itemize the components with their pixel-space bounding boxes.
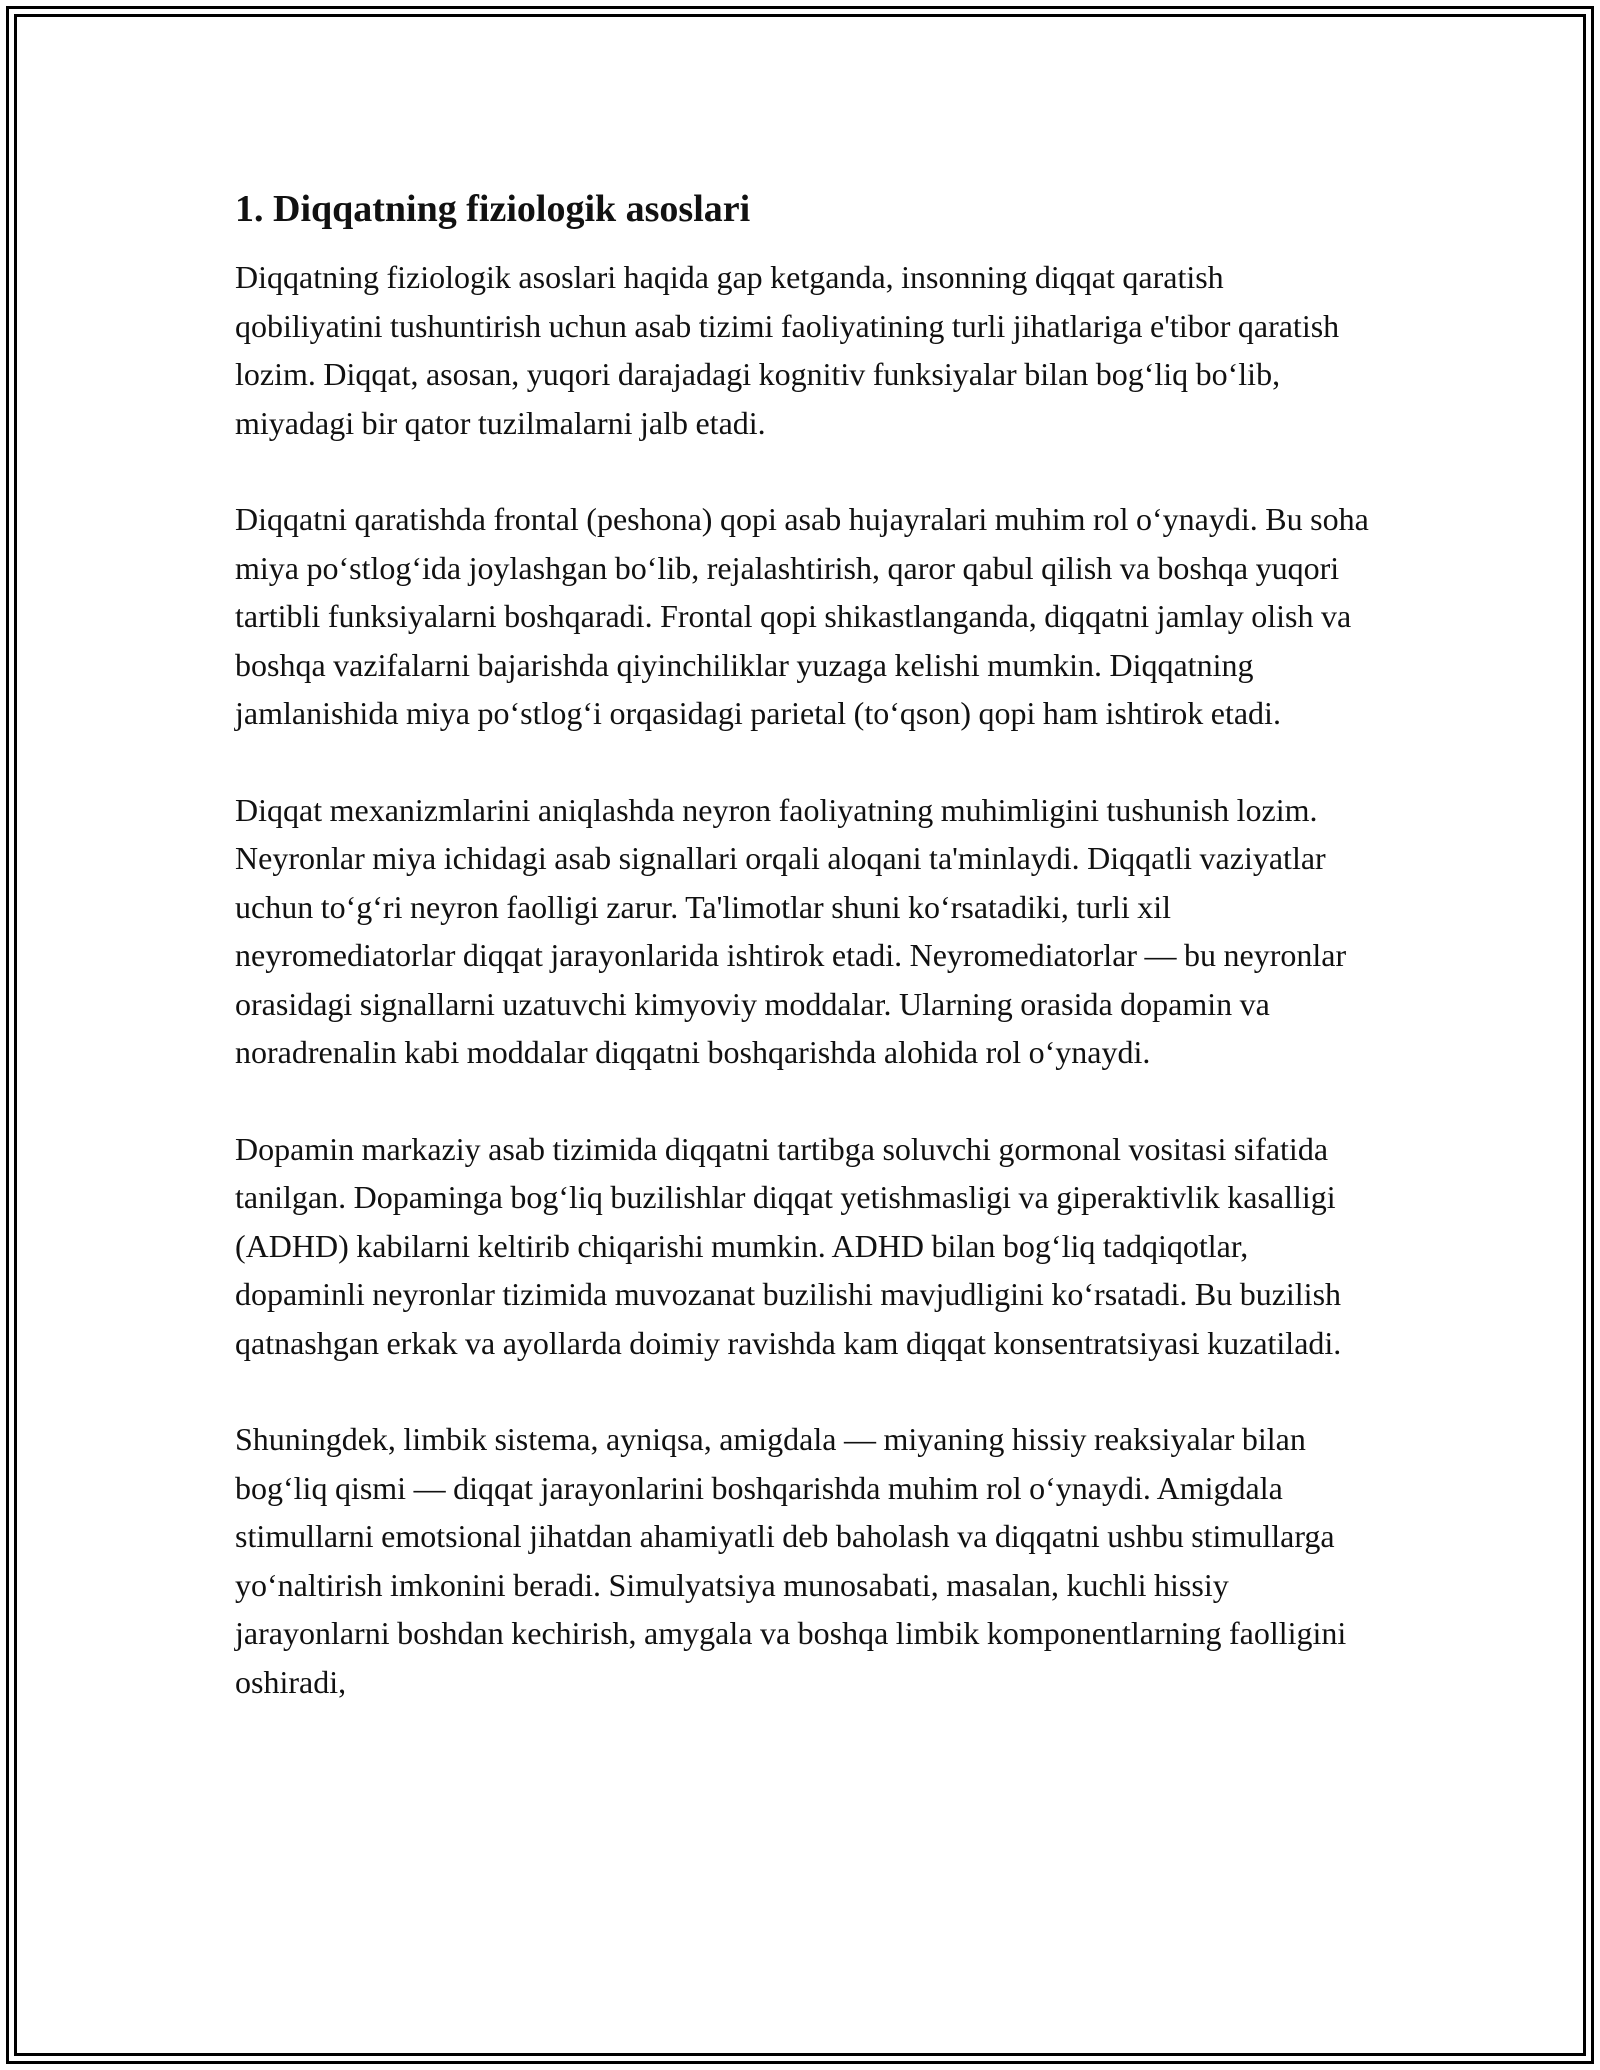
document-body [235, 185, 1370, 1754]
paragraph-2: Diqqatni qaratishda frontal (peshona) qopi asab hujayralari muhim rol o‘ynaydi. Bu soha miya po‘stlog‘ida joylashgan bo‘lib, rejalashtirish, qaror qabul qilish va boshqa yuqori tartibli funksiyalarni boshqaradi. Frontal qopi shikastlanganda, diqqatni jamlay olish va boshqa vazifalarni bajarishda qiyinchiliklar yuzaga kelishi mumkin. Diqqatning jamlanishida miya po‘stlog‘i orqasidagi parietal (to‘qson) qopi ham ishtirok etadi. [235, 501, 1369, 731]
section-heading: 1. Diqqatning fiziologik asoslari [235, 188, 751, 230]
paragraph-5: Shuningdek, limbik sistema, ayniqsa, amigdala — miyaning hissiy reaksiyalar bilan bog‘liq qismi — diqqat jarayonlarini boshqarishda muhim rol o‘ynaydi. Amigdala stimullarni emotsional jihatdan ahamiyatli deb baholash va diqqatni ushbu stimullarga yo‘naltirish imkonini beradi. Simulyatsiya munosabati, masalan, kuchli hissiy jarayonlarni boshdan kechirish, amygala va boshqa limbik komponentlarning faolligini oshiradi, [235, 1421, 1347, 1700]
paragraph-4: Dopamin markaziy asab tizimida diqqatni tartibga soluvchi gormonal vositasi sifatida tanilgan. Dopaminga bog‘liq buzilishlar diqqat yetishmasligi va giperaktivlik kasalligi (ADHD) kabilarni keltirib chiqarishi mumkin. ADHD bilan bog‘liq tadqiqotlar, dopaminli neyronlar tizimida muvozanat buzilishi mavjudligini ko‘rsatadi. Bu buzilish qatnashgan erkak va ayollarda doimiy ravishda kam diqqat konsentratsiyasi kuzatiladi. [235, 1130, 1342, 1361]
paragraph-3: Diqqat mexanizmlarini aniqlashda neyron faoliyatning muhimligini tushunish lozim. Neyronlar miya ichidagi asab signallari orqali aloqani ta'minlaydi. Diqqatli vaziyatlar uchun to‘g‘ri neyron faolligi zarur. Ta'limotlar shuni ko‘rsatadiki, turli xil neyromediatorlar diqqat jarayonlarida ishtirok etadi. Neyromediatorlar — bu neyronlar orasidagi signallarni uzatuvchi kimyoviy moddalar. Ularning orasida dopamin va noradrenalin kabi moddalar diqqatni boshqarishda alohida rol o‘ynaydi. [235, 791, 1347, 1070]
paragraph-1: Diqqatning fiziologik asoslari haqida gap ketganda, insonning diqqat qaratish qobiliyatini tushuntirish uchun asab tizimi faoliyatining turli jihatlariga e'tibor qaratish lozim. Diqqat, asosan, yuqori darajadagi kognitiv funksiyalar bilan bog‘liq bo‘lib, miyadagi bir qator tuzilmalarni jalb etadi. [235, 259, 1340, 441]
